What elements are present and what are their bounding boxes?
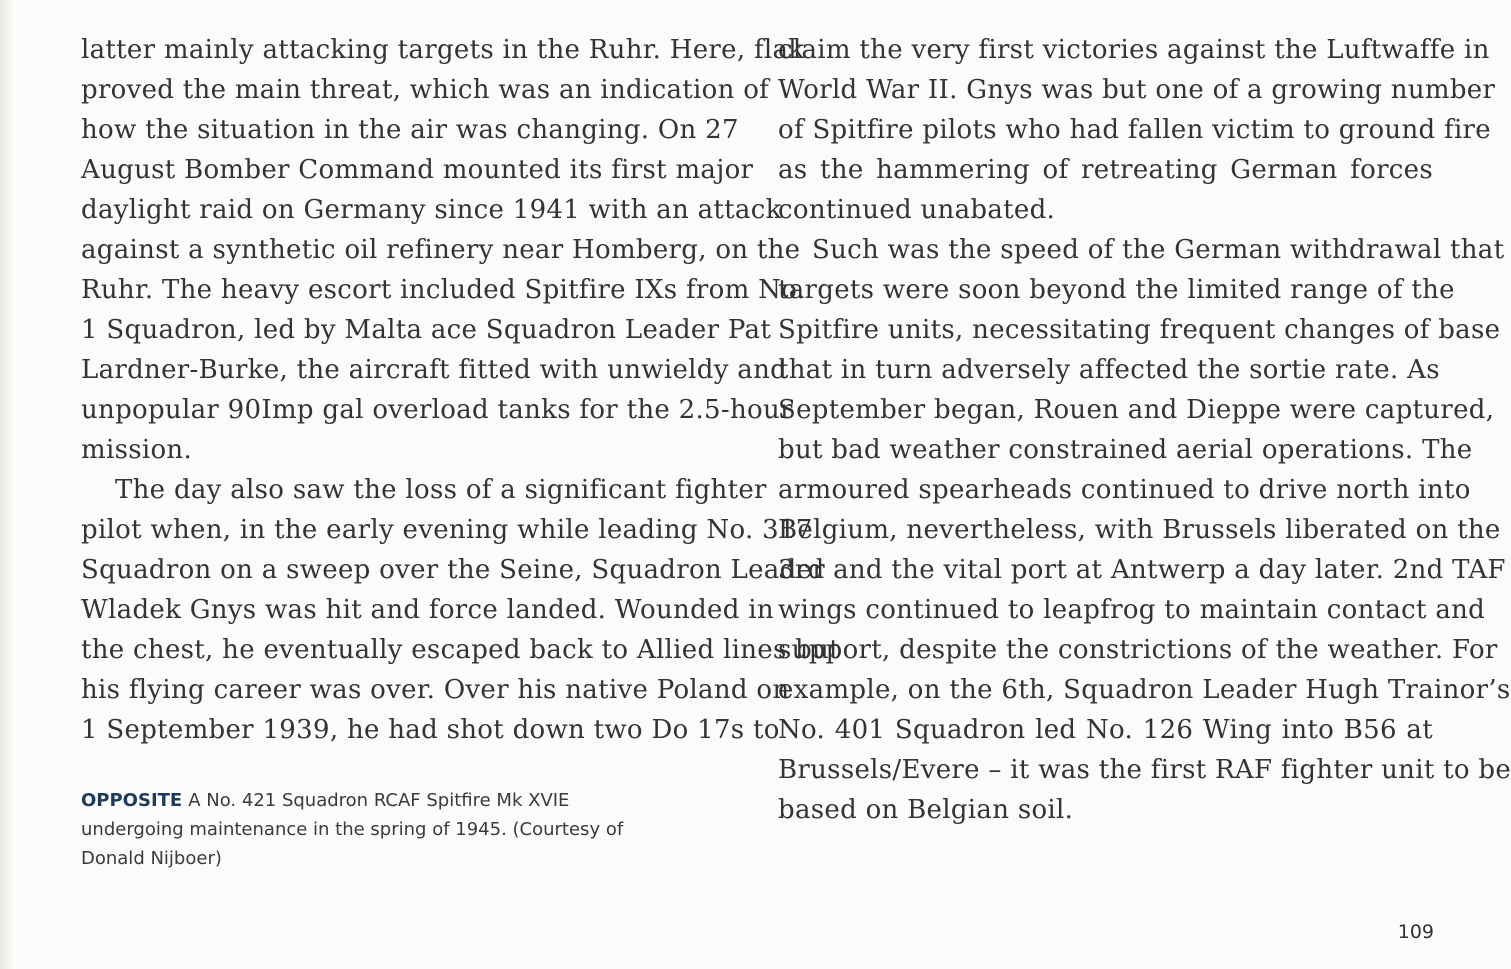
text-line: his flying career was over. Over his native Poland on (81, 675, 790, 705)
text-line: as the hammering of retreating German forces (778, 155, 1433, 185)
text-line: Belgium, nevertheless, with Brussels liberated on the (778, 515, 1501, 545)
text-line: support, despite the constrictions of the weather. For (778, 635, 1498, 665)
right-text-column (778, 30, 1511, 830)
text-line: daylight raid on Germany since 1941 with an attack (81, 195, 782, 225)
text-line: Lardner-Burke, the aircraft fitted with unwieldy and (81, 355, 788, 385)
text-line: August Bomber Command mounted its first major (81, 155, 754, 185)
page-number: 109 (1397, 921, 1434, 943)
text-line: example, on the 6th, Squadron Leader Hugh Trainor’s (778, 675, 1511, 705)
text-line: Spitfire units, necessitating frequent changes of base (778, 315, 1501, 345)
text-line: that in turn adversely affected the sortie rate. As (778, 355, 1440, 385)
text-line: latter mainly attacking targets in the Ruhr. Here, flak (81, 35, 805, 65)
text-line: armoured spearheads continued to drive north into (778, 475, 1471, 505)
caption-text: A No. 421 Squadron RCAF Spitfire Mk XVIE (188, 790, 570, 811)
text-line: The day also saw the loss of a significant fighter (115, 475, 767, 505)
caption-line: Donald Nijboer) (81, 848, 222, 869)
text-line: based on Belgian soil. (778, 795, 1074, 825)
caption-line (81, 786, 701, 815)
text-line: but bad weather constrained aerial operations. The (778, 435, 1473, 465)
text-line: Squadron on a sweep over the Seine, Squadron Leader (81, 555, 825, 585)
text-line: September began, Rouen and Dieppe were captured, (778, 395, 1495, 425)
text-line: Such was the speed of the German withdrawal that (812, 235, 1505, 265)
photo-caption (81, 786, 701, 873)
left-text-column (81, 30, 840, 750)
text-line: Wladek Gnys was hit and force landed. Wounded in (81, 595, 774, 625)
text-line: 3rd and the vital port at Antwerp a day later. 2nd TAF (778, 555, 1506, 585)
text-line: mission. (81, 435, 193, 465)
text-line: Ruhr. The heavy escort included Spitfire IXs from No. (81, 275, 806, 305)
text-line: 1 September 1939, he had shot down two Do 17s to (81, 715, 780, 745)
text-line: pilot when, in the early evening while leading No. 317 (81, 515, 813, 545)
text-line: how the situation in the air was changing. On 27 (81, 115, 739, 145)
text-line: claim the very first victories against the Luftwaffe in (778, 35, 1490, 65)
text-line: 1 Squadron, led by Malta ace Squadron Leader Pat (81, 315, 772, 345)
text-line: the chest, he eventually escaped back to Allied lines but (81, 635, 840, 665)
caption-label: OPPOSITE (81, 790, 183, 811)
text-line: Brussels/Evere – it was the first RAF fighter unit to be (778, 755, 1511, 785)
text-line: wings continued to leapfrog to maintain contact and (778, 595, 1486, 625)
page-gutter-shade (0, 0, 14, 969)
text-line: proved the main threat, which was an indication of (81, 75, 770, 105)
text-line: unpopular 90Imp gal overload tanks for the 2.5-hour (81, 395, 793, 425)
text-line: World War II. Gnys was but one of a growing number (778, 75, 1496, 105)
text-line: targets were soon beyond the limited range of the (778, 275, 1455, 305)
caption-line: undergoing maintenance in the spring of 1945. (Courtesy of (81, 819, 624, 840)
text-line: of Spitfire pilots who had fallen victim to ground fire (778, 115, 1491, 145)
text-line: No. 401 Squadron led No. 126 Wing into B56 at (778, 715, 1433, 745)
text-line: continued unabated. (778, 195, 1056, 225)
text-line: against a synthetic oil refinery near Homberg, on the (81, 235, 801, 265)
